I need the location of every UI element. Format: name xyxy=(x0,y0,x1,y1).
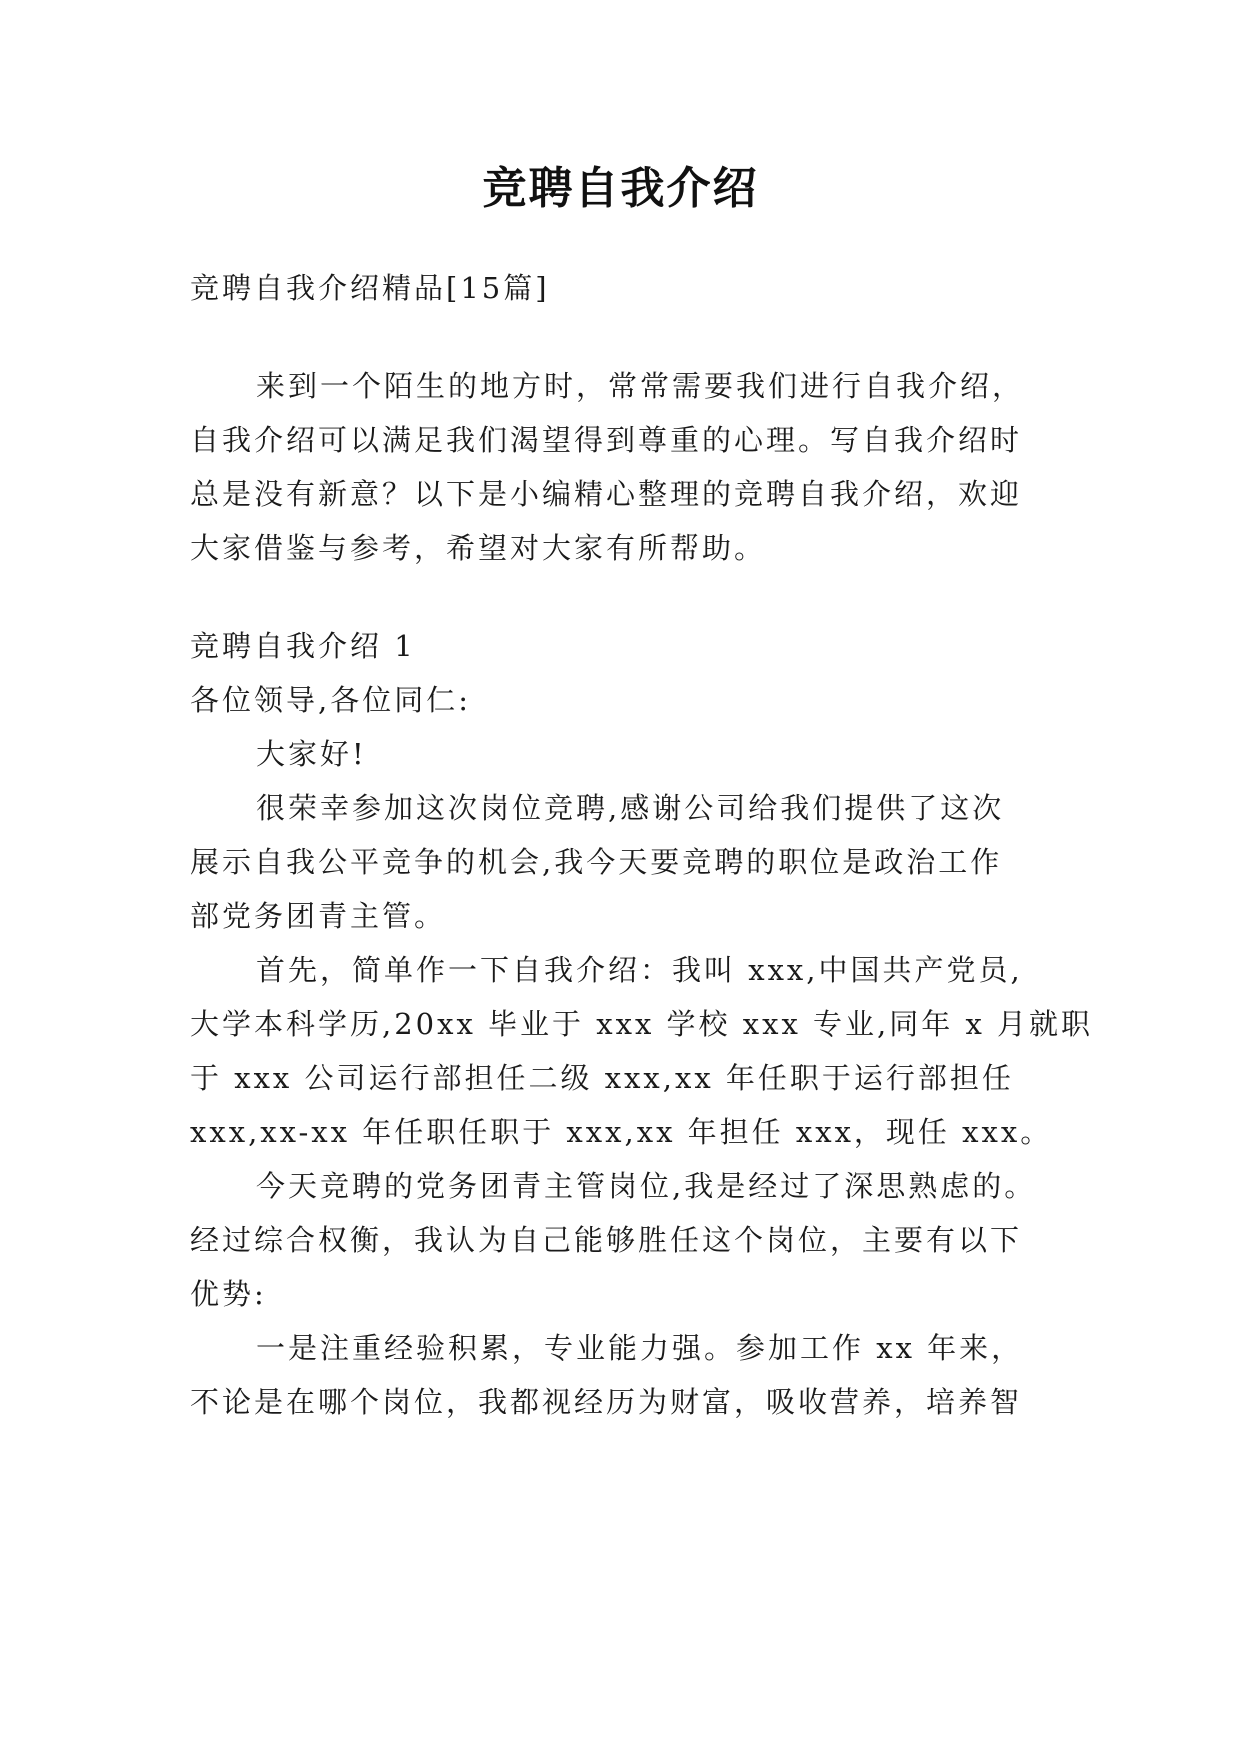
paragraph-line: 一是注重经验积累，专业能力强。参加工作 xx 年来， xyxy=(256,1331,1024,1365)
paragraph-line: 自我介绍可以满足我们渴望得到尊重的心理。写自我介绍时 xyxy=(190,423,1023,457)
paragraph-line: 很荣幸参加这次岗位竞聘,感谢公司给我们提供了这次 xyxy=(256,791,1005,825)
paragraph-line: xxx,xx-xx 年任职任职于 xxx,xx 年担任 xxx，现任 xxx。 xyxy=(190,1115,1053,1149)
paragraph-line: 经过综合权衡，我认为自己能够胜任这个岗位，主要有以下 xyxy=(190,1223,1023,1257)
paragraph-line: 总是没有新意？以下是小编精心整理的竞聘自我介绍，欢迎 xyxy=(190,477,1023,511)
paragraph-line: 大学本科学历,20xx 毕业于 xxx 学校 xxx 专业,同年 x 月就职 xyxy=(190,1007,1094,1041)
paragraph-line: 展示自我公平竞争的机会,我今天要竞聘的职位是政治工作 xyxy=(190,845,1003,879)
salutation: 各位领导,各位同仁: xyxy=(190,683,471,717)
paragraph-line: 于 xxx 公司运行部担任二级 xxx,xx 年任职于运行部担任 xyxy=(190,1061,1014,1095)
paragraph-line: 不论是在哪个岗位，我都视经历为财富，吸收营养，培养智 xyxy=(190,1385,1023,1419)
paragraph-line: 大家借鉴与参考，希望对大家有所帮助。 xyxy=(190,531,767,565)
document-title: 竞聘自我介绍 xyxy=(482,163,759,214)
greeting: 大家好! xyxy=(256,737,367,771)
section-heading: 竞聘自我介绍 1 xyxy=(190,629,416,663)
document-subtitle: 竞聘自我介绍精品[15篇] xyxy=(190,271,550,305)
paragraph-line: 部党务团青主管。 xyxy=(190,899,447,933)
paragraph-line: 今天竞聘的党务团青主管岗位,我是经过了深思熟虑的。 xyxy=(256,1169,1037,1203)
paragraph-line: 首先，简单作一下自我介绍：我叫 xxx,中国共产党员, xyxy=(256,953,1023,987)
paragraph-line: 优势: xyxy=(190,1277,267,1311)
paragraph-line: 来到一个陌生的地方时，常常需要我们进行自我介绍， xyxy=(256,369,1025,403)
